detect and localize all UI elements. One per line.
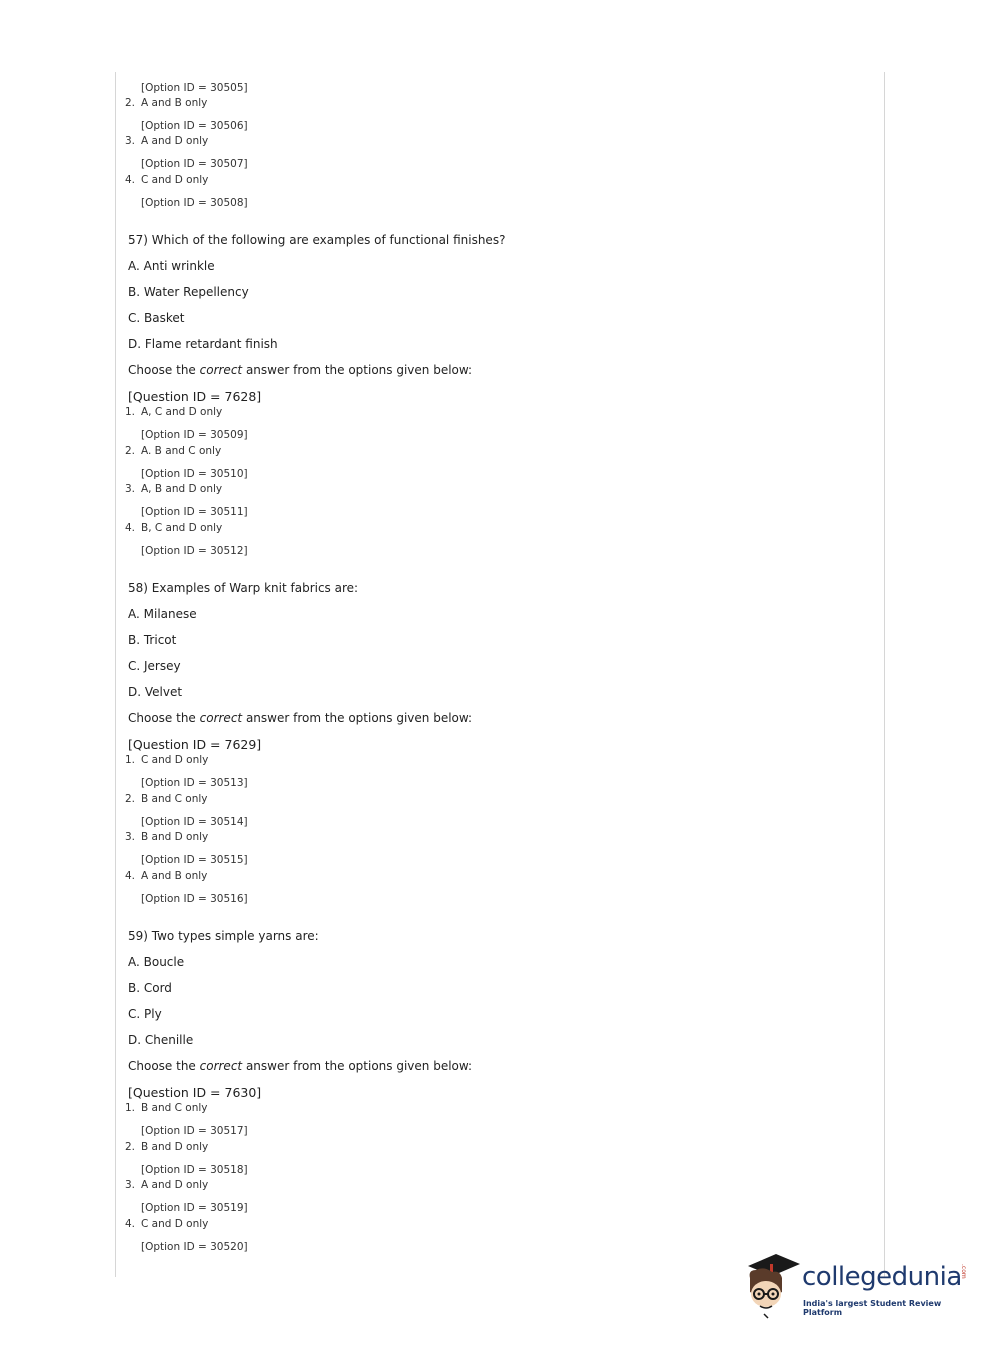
- instruction-text: Choose the correct answer from the options given below:: [128, 711, 473, 725]
- option-text: 2. A and B only: [125, 97, 208, 109]
- statement: B. Water Repellency: [128, 285, 249, 299]
- statement: A. Anti wrinkle: [128, 259, 215, 273]
- logo-dotcom: .com: [960, 1264, 967, 1279]
- logo-wordmark: collegedunia: [802, 1262, 962, 1292]
- option-id: [Option ID = 30517]: [141, 1125, 248, 1137]
- option-id: [Option ID = 30511]: [141, 506, 248, 518]
- option-text: 3. A and D only: [125, 1179, 209, 1191]
- option-text: 1. C and D only: [125, 754, 209, 766]
- option-text: 3. A and D only: [125, 135, 209, 147]
- statement: A. Milanese: [128, 607, 197, 621]
- option-text: 4. C and D only: [125, 174, 209, 186]
- statement: C. Basket: [128, 311, 185, 325]
- option-id: [Option ID = 30514]: [141, 816, 248, 828]
- option-id: [Option ID = 30520]: [141, 1241, 248, 1253]
- option-id: [Option ID = 30515]: [141, 854, 248, 866]
- instruction-text: Choose the correct answer from the options given below:: [128, 363, 473, 377]
- question-text: 59) Two types simple yarns are:: [128, 929, 319, 943]
- question-text: 58) Examples of Warp knit fabrics are:: [128, 581, 359, 595]
- option-text: 1. A, C and D only: [125, 406, 223, 418]
- option-id: [Option ID = 30512]: [141, 545, 248, 557]
- statement: B. Cord: [128, 981, 172, 995]
- option-text: 2. A. B and C only: [125, 445, 222, 457]
- option-text: 1. B and C only: [125, 1102, 208, 1114]
- statement: D. Chenille: [128, 1033, 194, 1047]
- option-text: 3. B and D only: [125, 831, 209, 843]
- option-id: [Option ID = 30510]: [141, 468, 248, 480]
- question-id: [Question ID = 7630]: [128, 1085, 262, 1100]
- statement: D. Velvet: [128, 685, 183, 699]
- option-id: [Option ID = 30508]: [141, 197, 248, 209]
- option-text: 4. A and B only: [125, 870, 208, 882]
- statement: A. Boucle: [128, 955, 185, 969]
- option-id: [Option ID = 30506]: [141, 120, 248, 132]
- question-id: [Question ID = 7629]: [128, 737, 262, 752]
- option-text: 2. B and D only: [125, 1141, 209, 1153]
- option-id: [Option ID = 30513]: [141, 777, 248, 789]
- option-id: [Option ID = 30518]: [141, 1164, 248, 1176]
- option-text: 3. A, B and D only: [125, 483, 223, 495]
- option-id: [Option ID = 30505]: [141, 82, 248, 94]
- collegedunia-logo: [742, 1248, 968, 1320]
- statement: B. Tricot: [128, 633, 177, 647]
- statement: C. Ply: [128, 1007, 162, 1021]
- statement: C. Jersey: [128, 659, 181, 673]
- instruction-text: Choose the correct answer from the options given below:: [128, 1059, 473, 1073]
- statement: D. Flame retardant finish: [128, 337, 278, 351]
- option-id: [Option ID = 30516]: [141, 893, 248, 905]
- option-id: [Option ID = 30507]: [141, 158, 248, 170]
- option-text: 2. B and C only: [125, 793, 208, 805]
- option-text: 4. C and D only: [125, 1218, 209, 1230]
- question-id: [Question ID = 7628]: [128, 389, 262, 404]
- mascot-icon: [742, 1248, 802, 1320]
- option-text: 4. B, C and D only: [125, 522, 223, 534]
- option-id: [Option ID = 30519]: [141, 1202, 248, 1214]
- logo-tagline: India's largest Student Review Platform: [803, 1299, 942, 1317]
- option-id: [Option ID = 30509]: [141, 429, 248, 441]
- question-text: 57) Which of the following are examples of functional finishes?: [128, 233, 506, 247]
